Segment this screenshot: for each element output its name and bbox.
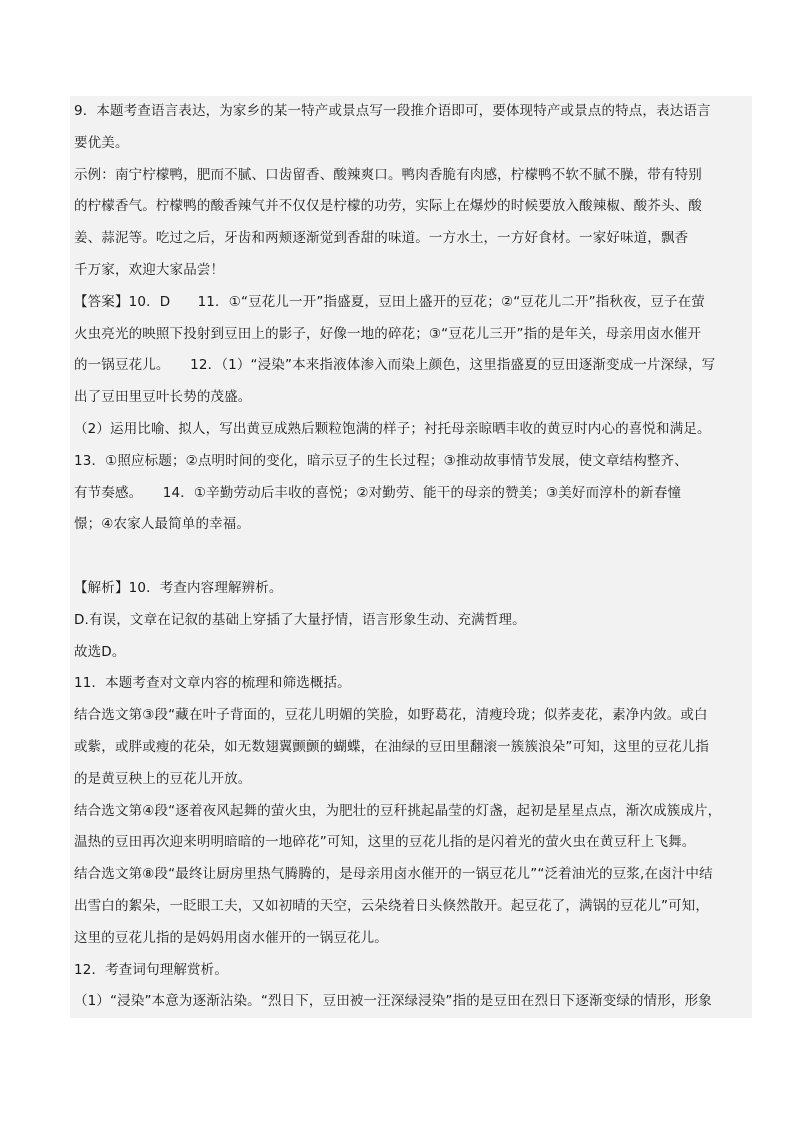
- text-line: 要优美。: [70, 128, 752, 160]
- answer-page: [70, 96, 752, 1018]
- text-line: 姜、蒜泥等。吃过之后，牙齿和两颊逐渐觉到香甜的味道。一方水土，一方好食材。一家好味道，飘香: [70, 223, 752, 255]
- text-line: 有节奏感。 14．①辛勤劳动后丰收的喜悦；②对勤劳、能干的母亲的赞美；③美好而淳朴的新春憧: [70, 478, 752, 510]
- text-line: 或紫，或胖或瘦的花朵，如无数翅翼颤颤的蝴蝶，在油绿的豆田里翻滚一簇簇浪朵”可知，这里的豆花儿指: [70, 732, 752, 764]
- text-line: 的一锅豆花儿。 12．（1）“浸染”本来指液体渗入而染上颜色，这里指盛夏的豆田逐渐变成一片深绿，写: [70, 350, 752, 382]
- text-line: 这里的豆花儿指的是妈妈用卤水催开的一锅豆花儿。: [70, 923, 752, 955]
- text-line: 13．①照应标题；②点明时间的变化，暗示豆子的生长过程；③推动故事情节发展，使文章结构整齐、: [70, 446, 752, 478]
- text-line: D.有误，文章在记叙的基础上穿插了大量抒情，语言形象生动、充满哲理。: [70, 605, 752, 637]
- text-line: （1）“浸染”本意为逐渐沾染。“烈日下，豆田被一汪深绿浸染”指的是豆田在烈日下逐渐变绿的情形，形象: [70, 986, 752, 1018]
- text-line: 火虫亮光的映照下投射到豆田上的影子，好像一地的碎花；③“豆花儿三开”指的是年关，母亲用卤水催开: [70, 319, 752, 351]
- text-line: （2）运用比喻、拟人，写出黄豆成熟后颗粒饱满的样子；衬托母亲晾晒丰收的黄豆时内心的喜悦和满足。: [70, 414, 752, 446]
- text-line: 温热的豆田再次迎来明明暗暗的一地碎花”可知，这里的豆花儿指的是闪着光的萤火虫在黄豆秆上飞舞。: [70, 827, 752, 859]
- text-line: 12．考查词句理解赏析。: [70, 955, 752, 987]
- text-line: 9．本题考查语言表达，为家乡的某一特产或景点写一段推介语即可，要体现特产或景点的特点，表达语言: [70, 96, 752, 128]
- text-line: 出了豆田里豆叶长势的茂盛。: [70, 382, 752, 414]
- text-line: 结合选文第⑧段“最终让厨房里热气腾腾的，是母亲用卤水催开的一锅豆花儿”“泛着油光的豆浆,在卤汁中结: [70, 859, 752, 891]
- text-line: 示例：南宁柠檬鸭，肥而不腻、口齿留香、酸辣爽口。鸭肉香脆有肉感，柠檬鸭不软不腻不臊，带有特别: [70, 160, 752, 192]
- answer-line: 【答案】10．D 11．①“豆花儿一开”指盛夏，豆田上盛开的豆花；②“豆花儿二开”指秋夜，豆子在萤: [70, 287, 752, 319]
- text-line: 憬；④农家人最简单的幸福。: [70, 509, 752, 541]
- text-line: 出雪白的絮朵，一眨眼工夫，又如初晴的天空，云朵绕着日头倏然散开。起豆花了，满锅的豆花儿”可知，: [70, 891, 752, 923]
- text-line: 结合选文第③段“藏在叶子背面的，豆花儿明媚的笑脸，如野葛花，清瘦玲珑；似荞麦花，素净内敛。或白: [70, 700, 752, 732]
- text-line: 的柠檬香气。柠檬鸭的酸香辣气并不仅仅是柠檬的功劳，实际上在爆炒的时候要放入酸辣椒、酸芥头、酸: [70, 191, 752, 223]
- text-line: 11．本题考查对文章内容的梳理和筛选概括。: [70, 668, 752, 700]
- text-line: 故选D。: [70, 637, 752, 669]
- blank-line: [70, 541, 752, 573]
- text-line: 结合选文第④段“逐着夜风起舞的萤火虫，为肥壮的豆秆挑起晶莹的灯盏，起初是星星点点，渐次成簇成片，: [70, 796, 752, 828]
- analysis-line: 【解析】10．考查内容理解辨析。: [70, 573, 752, 605]
- text-line: 千万家，欢迎大家品尝！: [70, 255, 752, 287]
- text-line: 的是黄豆秧上的豆花儿开放。: [70, 764, 752, 796]
